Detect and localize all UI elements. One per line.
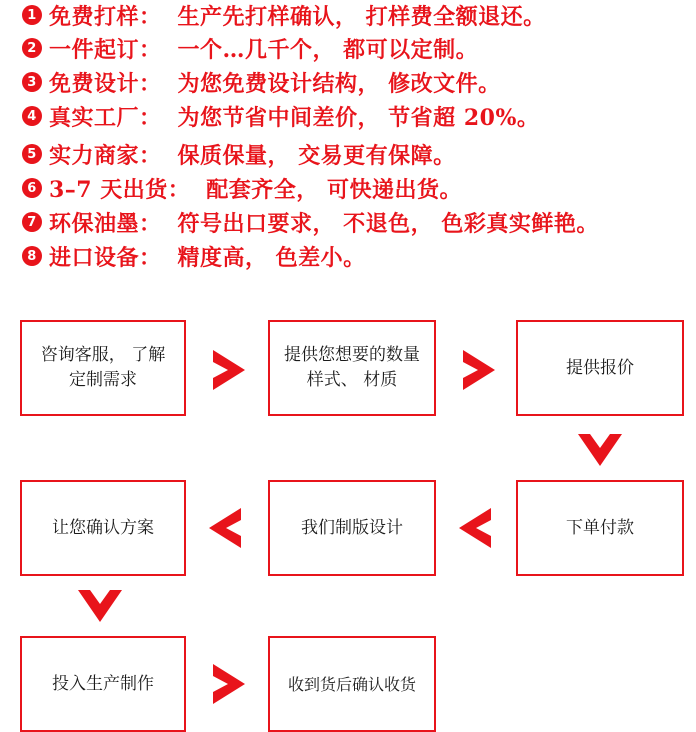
chevron-left-icon xyxy=(456,506,496,550)
feature-key: 实力商家： xyxy=(49,142,162,169)
step-payment xyxy=(516,480,684,576)
step-plate-design xyxy=(268,480,436,576)
feature-item-5 xyxy=(22,136,456,172)
step-line: 提供您想要的数量 xyxy=(284,345,420,365)
number-badge-7-icon: 7 xyxy=(22,212,42,232)
feature-item-8 xyxy=(22,238,366,274)
feature-item-6 xyxy=(22,170,462,206)
step-text xyxy=(284,343,420,393)
feature-item-3 xyxy=(22,64,501,100)
feature-item-4 xyxy=(22,98,539,134)
number-badge-6-icon: 6 xyxy=(22,178,42,198)
number-badge-4-icon: 4 xyxy=(22,106,42,126)
number-badge-2-icon: 2 xyxy=(22,38,42,58)
feature-desc: 为您节省中间差价， 节省超 20%。 xyxy=(177,104,540,131)
feature-key: 3–7 天出货： xyxy=(49,176,191,203)
step-text xyxy=(41,343,165,393)
step-confirm-receipt xyxy=(268,636,436,732)
feature-desc: 一个…几千个， 都可以定制。 xyxy=(177,36,479,63)
feature-desc: 配套齐全， 可快递出货。 xyxy=(206,176,462,203)
feature-desc: 生产先打样确认， 打样费全额退还。 xyxy=(177,3,546,30)
number-badge-5-icon: 5 xyxy=(22,144,42,164)
step-provide-specs xyxy=(268,320,436,416)
step-line: 咨询客服， 了解 xyxy=(40,345,166,365)
chevron-right-icon xyxy=(208,662,248,706)
chevron-left-icon xyxy=(206,506,246,550)
chevron-down-icon xyxy=(576,430,624,468)
step-line: 下单付款 xyxy=(566,517,634,538)
chevron-right-icon xyxy=(208,348,248,392)
step-line: 收到货后确认收货 xyxy=(287,674,416,694)
feature-desc: 符号出口要求， 不退色， 色彩真实鲜艳。 xyxy=(177,210,599,237)
feature-key: 进口设备： xyxy=(49,244,162,271)
step-quote xyxy=(516,320,684,416)
step-confirm-plan xyxy=(20,480,186,576)
feature-desc: 保质保量， 交易更有保障。 xyxy=(177,142,456,169)
feature-item-1 xyxy=(22,0,546,33)
step-line: 让您确认方案 xyxy=(52,517,154,538)
feature-key: 免费打样： xyxy=(49,3,162,30)
number-badge-8-icon: 8 xyxy=(22,246,42,266)
chevron-right-icon xyxy=(458,348,498,392)
step-line: 我们制版设计 xyxy=(301,517,403,538)
feature-item-7 xyxy=(22,204,599,240)
number-badge-1-icon: 1 xyxy=(22,5,42,25)
chevron-down-icon xyxy=(76,586,124,624)
step-consult xyxy=(20,320,186,416)
step-production xyxy=(20,636,186,732)
feature-key: 环保油墨： xyxy=(49,210,162,237)
step-line: 提供报价 xyxy=(566,357,634,378)
feature-desc: 精度高， 色差小。 xyxy=(177,244,366,271)
step-line: 定制需求 xyxy=(69,370,137,390)
feature-item-2 xyxy=(22,30,478,66)
feature-key: 免费设计： xyxy=(49,70,162,97)
feature-desc: 为您免费设计结构， 修改文件。 xyxy=(177,70,501,97)
feature-key: 真实工厂： xyxy=(49,104,162,131)
feature-key: 一件起订： xyxy=(49,36,162,63)
step-line: 投入生产制作 xyxy=(52,673,154,694)
step-line: 样式、 材质 xyxy=(306,370,398,390)
number-badge-3-icon: 3 xyxy=(22,72,42,92)
